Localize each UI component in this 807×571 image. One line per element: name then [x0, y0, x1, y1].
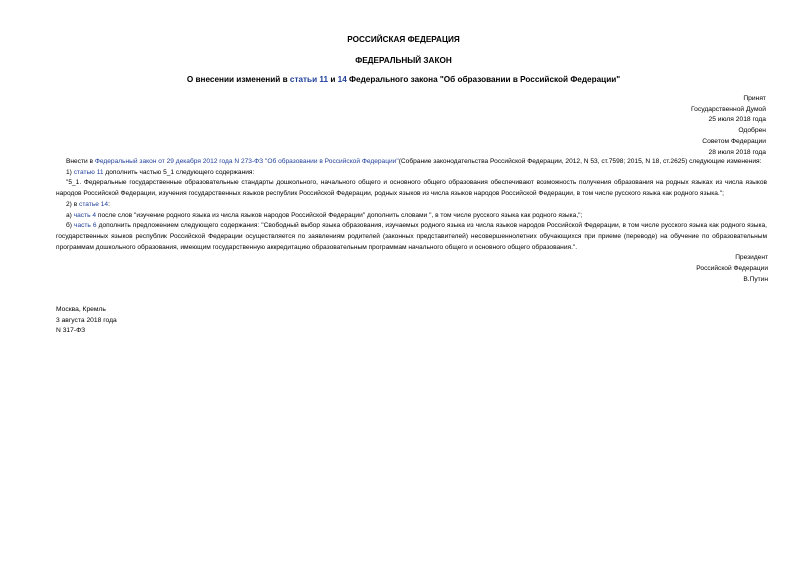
title-text: и — [328, 75, 338, 84]
link-part-4[interactable]: часть 4 — [73, 211, 97, 219]
law-number: N 317-ФЗ — [56, 327, 86, 335]
approval-line: Советом Федерации — [702, 137, 766, 145]
adoption-line: Государственной Думой — [691, 105, 766, 113]
paragraph-text: после слов "изучение родного языка из числа языков народов Российской Федерации" дополнить словами ", в том числе русского языка как родного языка,"; — [96, 211, 583, 219]
intro-paragraph — [56, 157, 767, 168]
signing-date: 3 августа 2018 года — [56, 316, 117, 324]
law-type-heading: ФЕДЕРАЛЬНЫЙ ЗАКОН — [355, 56, 452, 65]
paragraph-text: дополнить предложением следующего содержания: "Свободный выбор языка образования, изучаемых родного языка из числа языков народов Российской Федерации, в том числе русского языка как родного языка, государственных языков республик Российской Федерации осуществляется по заявлениям родителей (законных представителей) несовершеннолетних обучающихся при приеме (переводе) на обучение по образовательным программам дошкольного образования, имеющим государственную аккредитацию образовательным программам начального общего и основного общего образования.". — [56, 222, 768, 251]
title-link-article-11[interactable]: статьи 11 — [289, 75, 329, 84]
approval-date: 28 июля 2018 года — [708, 148, 766, 156]
signature-block — [56, 253, 768, 285]
link-article-11[interactable]: статью 11 — [73, 168, 104, 176]
law-title — [0, 75, 807, 86]
law-body — [56, 157, 767, 285]
paragraph-text: а) — [66, 211, 74, 219]
signature-name: В.Путин — [743, 275, 768, 283]
title-link-article-14[interactable]: 14 — [337, 75, 347, 84]
item-1 — [56, 168, 767, 179]
adoption-line: Принят — [743, 95, 766, 102]
paragraph-text: 1) — [66, 168, 74, 176]
paragraph-text: Внести в — [66, 158, 95, 165]
approval-line: Одобрен — [738, 127, 766, 135]
title-text: Федерального закона "Об образовании в Российской Федерации" — [346, 75, 621, 84]
country-heading: РОССИЙСКАЯ ФЕДЕРАЦИЯ — [347, 35, 460, 44]
paragraph-text: дополнить частью 5_1 следующего содержания: — [103, 168, 255, 176]
footer-block — [56, 305, 117, 337]
quote-part-5-1: "5_1. Федеральные государственные образовательные стандарты дошкольного, начального общего и основного общего образования обеспечивают возможность получения образования на родных языках из числа языков народов Российской Федерации, изучения государственных языков республик Российской Федерации, родных языков из числа языков народов Российской Федерации, в том числе русского языка как родного языка."; — [56, 179, 767, 198]
adoption-date: 25 июля 2018 года — [708, 116, 766, 124]
paragraph-text: б) — [66, 222, 75, 230]
signing-place: Москва, Кремль — [56, 306, 106, 313]
signature-title: Президент — [735, 254, 768, 262]
item-2a — [56, 211, 767, 222]
link-federal-law-273[interactable]: Федеральный закон от 29 декабря 2012 года N 273-ФЗ "Об образовании в Российской Федерации" — [94, 158, 399, 165]
paragraph-text: : — [108, 200, 110, 208]
item-2b — [56, 221, 767, 253]
link-part-6[interactable]: часть 6 — [74, 222, 97, 230]
title-text: О внесении изменений в — [186, 75, 290, 84]
paragraph-text: 2) в — [66, 200, 80, 208]
item-2 — [56, 200, 767, 211]
adoption-block — [691, 94, 766, 158]
link-article-14[interactable]: статье 14 — [79, 200, 109, 208]
signature-title: Российской Федерации — [696, 265, 768, 273]
paragraph-text: (Собрание законодательства Российской Федерации, 2012, N 53, ст.7598; 2015, N 18, ст.2625) следующие изменения: — [398, 158, 762, 165]
